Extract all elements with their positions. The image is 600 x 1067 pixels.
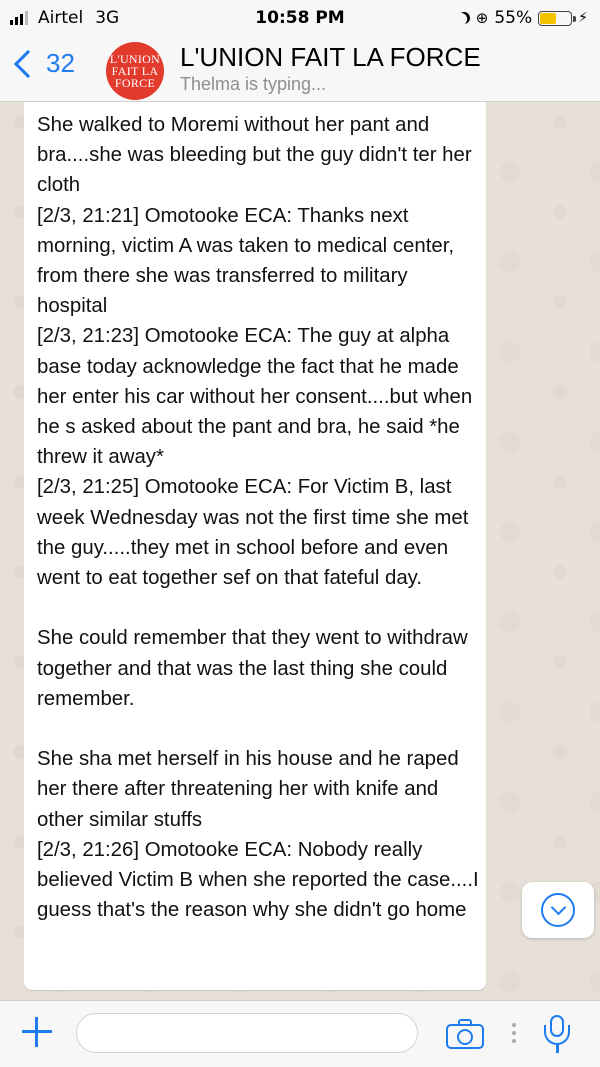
- back-button[interactable]: [10, 48, 75, 79]
- more-dots-icon: [512, 1023, 516, 1045]
- battery-icon: [538, 11, 572, 26]
- status-bar-right: [458, 8, 588, 28]
- chevron-down-circle-icon: [541, 893, 575, 927]
- typing-indicator: Thelma is typing...: [180, 74, 327, 94]
- message-line: [2/3, 21:23] Omotooke ECA: The guy at alpha base today acknowledge the fact that he made her enter his car without her consent....but when he s asked about the pant and bra, he said *he threw it away*: [37, 325, 473, 469]
- charging-icon: ⚡: [578, 10, 588, 26]
- message-line: [2/3, 21:26] Omotooke ECA: Nobody really believed Victim B when she reported the case....I guess that's the reason why she didn't go home: [37, 838, 479, 922]
- scroll-to-bottom-button[interactable]: [522, 882, 594, 938]
- status-bar: [0, 0, 600, 36]
- orientation-lock-icon: ⊕: [475, 9, 489, 27]
- attach-button[interactable]: [22, 1017, 52, 1047]
- input-bar: [0, 1000, 600, 1067]
- chat-title[interactable]: L'UNION FAIT LA FORCE: [180, 42, 481, 72]
- battery-fill: [540, 13, 556, 24]
- message-line: [2/3, 21:21] Omotooke ECA: Thanks next morning, victim A was taken to medical center, from there she was transferred to military hospital: [37, 204, 455, 318]
- paragraph-break: [37, 593, 482, 623]
- paragraph-break: [37, 714, 482, 744]
- chat-area[interactable]: [0, 102, 600, 1000]
- avatar-text-line: FAIT LA: [111, 64, 159, 78]
- message-input[interactable]: [76, 1013, 418, 1053]
- camera-button[interactable]: [446, 1019, 484, 1049]
- carrier-name: Airtel: [38, 8, 84, 28]
- message-line: She walked to Moremi without her pant and bra....she was bleeding but the guy didn't ter her cloth: [37, 114, 472, 197]
- unread-count: 32: [46, 48, 75, 78]
- chat-header: [0, 36, 600, 102]
- microphone-button[interactable]: [544, 1015, 570, 1055]
- avatar-text-line: FORCE: [114, 76, 156, 90]
- battery-percent: 55%: [494, 8, 533, 28]
- message-line: She could remember that they went to withdraw together and that was the last thing she could remember.: [37, 627, 468, 710]
- chevron-left-icon: [14, 49, 42, 77]
- message-line: She sha met herself in his house and he raped her there after threatening her with knife and other similar stuffs: [37, 748, 459, 831]
- network-type: 3G: [95, 8, 120, 28]
- group-avatar[interactable]: [106, 42, 164, 100]
- message-line: [2/3, 21:25] Omotooke ECA: For Victim B, last week Wednesday was not the first time she met the guy.....they met in school before and even went to eat together sef on that fateful day.: [37, 476, 469, 590]
- status-time: 10:58 PM: [255, 8, 345, 28]
- message-text: [37, 110, 482, 925]
- avatar-text-line: L'UNION: [109, 52, 161, 66]
- do-not-disturb-icon: [456, 10, 471, 25]
